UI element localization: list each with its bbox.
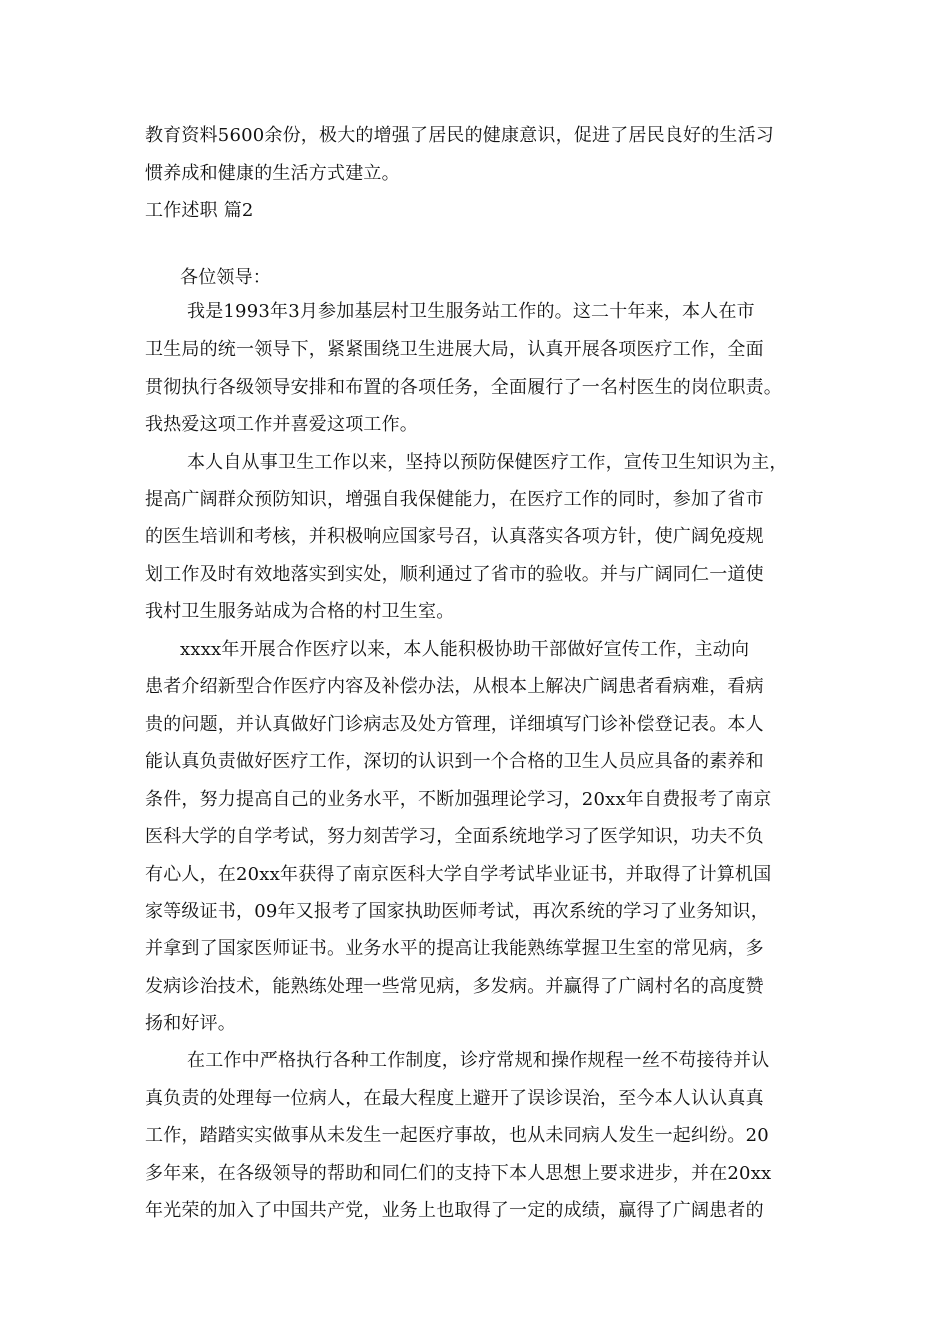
body-line: 多年来，在各级领导的帮助和同仁们的支持下本人思想上要求进步，并在20xx (145, 1163, 772, 1184)
body-line: 患者介绍新型合作医疗内容及补偿办法，从根本上解决广阔患者看病难，看病 (145, 676, 764, 697)
body-line: 贯彻执行各级领导安排和布置的各项任务，全面履行了一名村医生的岗位职责。 (145, 377, 782, 398)
body-line: 我村卫生服务站成为合格的村卫生室。 (145, 601, 455, 622)
body-line: xxxx年开展合作医疗以来，本人能积极协助干部做好宣传工作，主动向 (180, 639, 750, 660)
body-line: 医科大学的自学考试，努力刻苦学习，全面系统地学习了医学知识，功夫不负 (145, 826, 764, 847)
body-line: 划工作及时有效地落实到实处，顺利通过了省市的验收。并与广阔同仁一道使 (145, 564, 764, 585)
body-line: 我热爱这项工作并喜爱这项工作。 (145, 414, 418, 435)
body-line: 条件，努力提高自己的业务水平，不断加强理论学习，20xx年自费报考了南京 (145, 789, 772, 810)
body-line: 教育资料5600余份，极大的增强了居民的健康意识，促进了居民良好的生活习 (145, 125, 775, 146)
salutation: 各位领导： (180, 267, 271, 288)
body-line: 并拿到了国家医师证书。业务水平的提高让我能熟练掌握卫生室的常见病，多 (145, 938, 764, 959)
body-line: 扬和好评。 (145, 1013, 236, 1034)
body-line: 本人自从事卫生工作以来，坚持以预防保健医疗工作，宣传卫生知识为主， (187, 452, 788, 473)
body-line: 真负责的处理每一位病人，在最大程度上避开了误诊误治，至今本人认认真真 (145, 1088, 764, 1109)
body-line: 提高广阔群众预防知识，增强自我保健能力，在医疗工作的同时，参加了省市 (145, 489, 764, 510)
body-line: 贵的问题，并认真做好门诊病志及处方管理，详细填写门诊补偿登记表。本人 (145, 714, 764, 735)
body-line: 卫生局的统一领导下，紧紧围绕卫生进展大局，认真开展各项医疗工作，全面 (145, 339, 764, 360)
body-line: 发病诊治技术，能熟练处理一些常见病，多发病。并赢得了广阔村名的高度赞 (145, 976, 764, 997)
body-line: 在工作中严格执行各种工作制度，诊疗常规和操作规程一丝不苟接待并认 (187, 1050, 770, 1071)
body-line: 年光荣的加入了中国共产党，业务上也取得了一定的成绩，赢得了广阔患者的 (145, 1200, 764, 1221)
body-line: 惯养成和健康的生活方式建立。 (145, 163, 400, 184)
body-line: 能认真负责做好医疗工作，深切的认识到一个合格的卫生人员应具备的素养和 (145, 751, 764, 772)
body-line: 我是1993年3月参加基层村卫生服务站工作的。这二十年来，本人在市 (187, 301, 755, 322)
body-line: 的医生培训和考核，并积极响应国家号召，认真落实各项方针，使广阔免疫规 (145, 526, 764, 547)
section-heading: 工作述职 篇2 (145, 200, 254, 221)
body-line: 家等级证书，09年又报考了国家执助医师考试，再次系统的学习了业务知识， (145, 901, 769, 922)
body-line: 有心人，在20xx年获得了南京医科大学自学考试毕业证书，并取得了计算机国 (145, 864, 772, 885)
body-line: 工作，踏踏实实做事从未发生一起医疗事故，也从未同病人发生一起纠纷。20 (145, 1125, 769, 1146)
